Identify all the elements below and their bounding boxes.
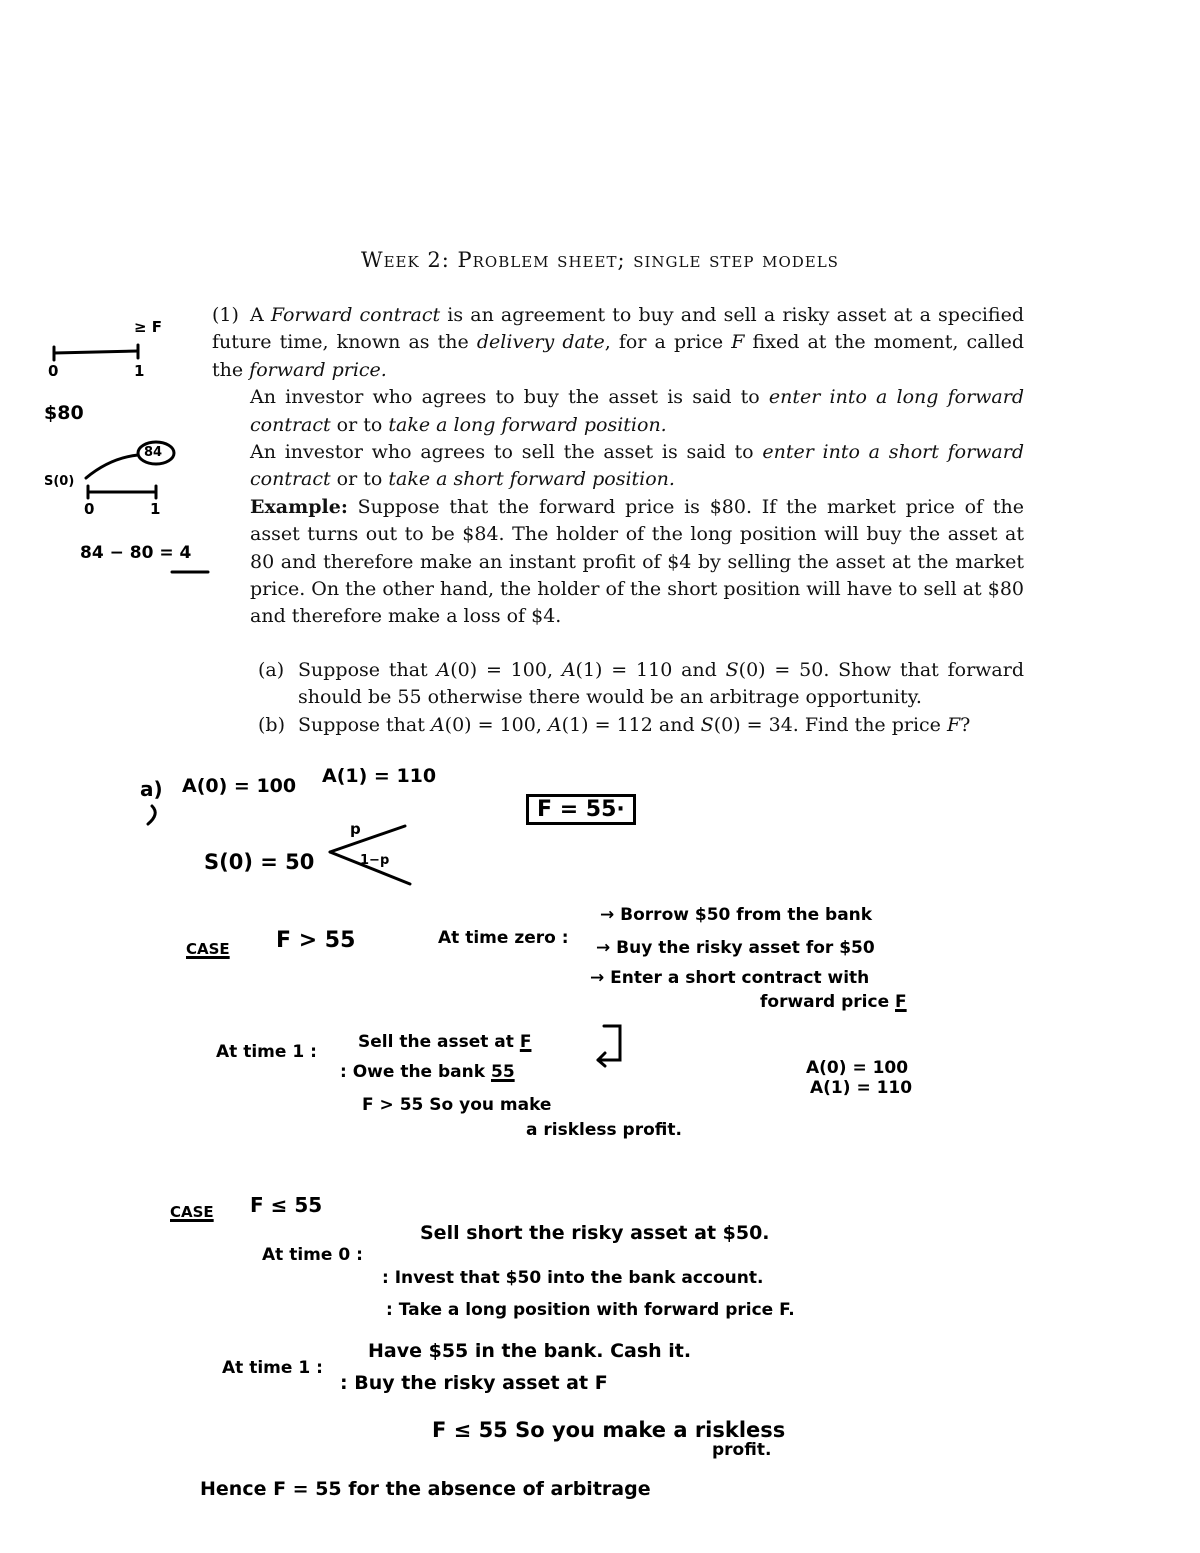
case-2-time1-step1: Have $55 in the bank. Cash it. [368,1340,692,1362]
case-1-condition: F > 55 [276,928,356,953]
text-segment: (0) = 100, [444,713,548,736]
case-2-time0-step2: : Invest that $50 into the bank account. [382,1268,764,1288]
final-conclusion: Hence F = 55 for the absence of arbitrage [200,1478,651,1500]
margin-time-0b: 0 [84,500,95,518]
case-1-label: CASE [186,940,230,958]
text-segment: forward price. [249,358,387,381]
text-segment: An investor who agrees to sell the asset is said to [250,441,763,464]
case-2-time1-step2: : Buy the risky asset at F [340,1372,608,1394]
text-segment: Suppose that [298,713,431,736]
text-segment: Suppose that the forward price is $80. If the market price of the asset turns out to be $84. The holder of the long position will buy the asset at 80 and therefore make an instant profit of $4 by selling the asset at the market price. On the other hand, the holder of the short position will have to sell at $80 and therefore make a loss of $4. [250,495,1024,628]
text-segment: (0) = 34. Find the price [713,713,947,736]
text-segment: take a short forward position. [388,468,675,491]
case-1-time0-step2: → Buy the risky asset for $50 [596,938,875,958]
text-segment: F [946,713,961,736]
owe-bank-amount: 55 [490,1062,515,1082]
note-part-a: a) [140,777,163,801]
boxed-answer: F = 55· [526,794,636,825]
owe-bank-text: : Owe the bank [340,1062,486,1082]
text-segment: delivery date [476,331,605,354]
text-segment: S [700,713,714,736]
case-2-condition: F ≤ 55 [250,1193,323,1217]
text-segment: or to [330,468,389,491]
case-1-time1-step1 [358,1032,531,1052]
text-segment: enter into a long forward contract [250,386,1025,436]
text-segment: (1) = 112 and [561,713,701,736]
tree-up-branch [330,826,405,852]
margin-time-1b: 1 [150,500,161,518]
side-note-a1: A(1) = 110 [810,1078,913,1098]
timeline-line [54,351,138,353]
sell-asset-text: Sell the asset at [358,1032,514,1052]
text-segment: or to [330,413,389,436]
case-2-time0-heading: At time 0 : [262,1245,363,1265]
case-1-time0-heading: At time zero : [438,928,569,948]
margin-circled-price: 84 [144,445,163,460]
margin-profit-calc: 84 − 80 = 4 [80,543,192,563]
case-1-time0-step3: → Enter a short contract with [590,968,870,988]
problem-number: (1) [212,304,239,326]
text-segment: Example: [250,495,348,518]
case-2-conclusion-2: profit. [712,1440,772,1460]
part-a-bracket [148,806,155,824]
sell-asset-f: F [519,1032,532,1052]
case-2-conclusion-1: F ≤ 55 So you make a riskless [432,1418,786,1442]
forward-price-text: forward price [760,992,890,1012]
note-a1: A(1) = 110 [322,765,437,787]
case-1-conclusion-1: F > 55 So you make [362,1095,552,1115]
text-segment: A [561,659,576,681]
text-segment: A [430,713,445,736]
case-1-time1-step2 [340,1062,515,1082]
margin-time-0: 0 [48,362,59,380]
case-1-conclusion-2: a riskless profit. [526,1120,682,1140]
note-s0: S(0) = 50 [204,850,315,874]
forward-price-f: F [895,992,907,1012]
text-segment: An investor who agrees to buy the asset is said to [250,386,769,409]
text-segment: is an agreement to buy and sell a risky asset at a specified future time, known as the [212,304,1024,354]
case-2-time1-heading: At time 1 : [222,1358,323,1378]
text-segment: Suppose that [298,659,437,681]
page-title: Week 2: Problem sheet; single step models [361,248,839,272]
text-segment: S [725,659,739,681]
text-segment: fixed at the moment, called the [212,331,1024,381]
margin-price: $80 [44,402,84,424]
margin-f-label: ≥ F [134,318,163,336]
text-segment: (0) = 100, [450,659,562,681]
text-segment: A [250,304,271,326]
case-1-time0-step1: → Borrow $50 from the bank [600,905,873,925]
case-1-time1-heading: At time 1 : [216,1042,317,1062]
note-a0: A(0) = 100 [182,775,297,797]
text-segment: (0) = 50. Show that forward should be 55 otherwise there would be an arbitrage opportunity. [298,659,1024,709]
part-a-label: (a) [258,659,285,681]
case-2-time0-step1: Sell short the risky asset at $50. [420,1222,770,1244]
text-segment: ? [960,713,971,736]
case-1-time0-step4 [760,992,907,1012]
text-segment: take a long forward position. [388,413,667,436]
case-2-time0-step3: : Take a long position with forward price F. [386,1300,795,1320]
tree-p-label: p [350,820,361,838]
margin-s0: S(0) [44,474,75,489]
part-b-label: (b) [258,713,285,736]
margin-time-1: 1 [134,362,145,380]
side-note-a0: A(0) = 100 [806,1058,909,1078]
text-segment: A [436,659,451,681]
text-segment: F [731,331,745,354]
tree-1-minus-p-label: 1−p [360,853,390,868]
text-segment: (1) = 110 and [575,659,726,681]
text-segment: , for a price [604,331,732,354]
text-segment: Forward contract [270,304,441,326]
text-segment: enter into a short forward contract [250,441,1025,491]
case-2-label: CASE [170,1203,214,1221]
price-path [86,455,138,478]
text-segment: A [547,713,562,736]
